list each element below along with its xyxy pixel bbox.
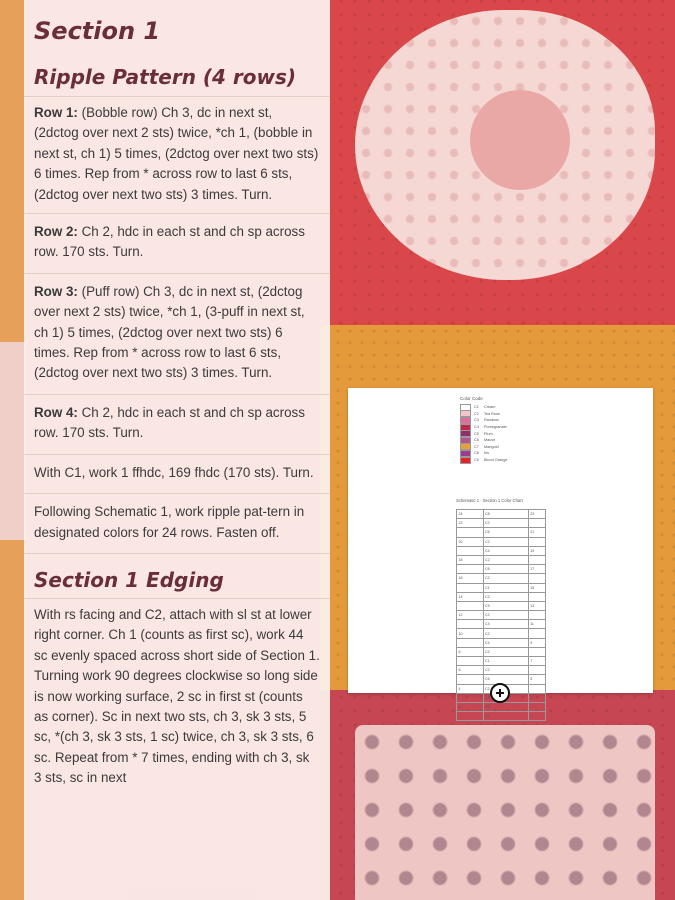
table-cell: C6 <box>483 565 528 574</box>
table-cell: 2 <box>457 702 484 711</box>
table-cell: C1 <box>483 583 528 592</box>
left-edge-photo <box>0 0 26 900</box>
table-row <box>457 519 546 528</box>
table-cell: C6 <box>483 528 528 537</box>
row-text: Ch 2, hdc in each st and ch sp across row. 170 sts. Turn. <box>34 224 305 260</box>
table-row <box>457 555 546 564</box>
section-title: Section 1 <box>34 17 161 45</box>
legend-code: C4 <box>474 425 479 430</box>
legend-code: C3 <box>474 418 479 423</box>
table-cell <box>457 638 484 647</box>
c1-instruction: With C1, work 1 ffhdc, 169 fhdc (170 sts). Turn. <box>24 454 330 493</box>
legend-swatch <box>460 457 471 464</box>
color-legend <box>460 404 507 463</box>
table-cell <box>457 675 484 684</box>
table-cell <box>528 611 545 620</box>
table-row <box>457 601 546 610</box>
zoom-in-icon[interactable] <box>490 683 510 703</box>
table-cell <box>457 601 484 610</box>
edging-title: Section 1 Edging <box>34 567 224 592</box>
table-cell: 9 <box>528 638 545 647</box>
table-cell: 24 <box>457 510 484 519</box>
table-cell <box>528 702 545 711</box>
table-cell: C4 <box>483 638 528 647</box>
table-cell: 11 <box>528 620 545 629</box>
schematic-table-title: Schematic 1 - Section 1 Color Chart <box>456 498 523 503</box>
table-row <box>457 583 546 592</box>
table-cell <box>457 657 484 666</box>
legend-code: C5 <box>474 431 479 436</box>
table-row <box>457 647 546 656</box>
table-cell: C2 <box>483 555 528 564</box>
legend-color-name: Tea Rose <box>484 411 501 416</box>
schematic-instruction: Following Schematic 1, work ripple pat-tern in designated colors for 24 rows. Fasten off. <box>24 493 330 553</box>
legend-color-name: Marigold <box>484 444 499 449</box>
legend-code: C8 <box>474 451 479 456</box>
table-cell: 6 <box>457 666 484 675</box>
legend-color-name: Plum <box>484 431 493 436</box>
table-cell: C2 <box>483 592 528 601</box>
table-cell: 13 <box>528 601 545 610</box>
table-cell: C2 <box>483 574 528 583</box>
table-row <box>457 528 546 537</box>
legend-color-name: Cream <box>484 405 496 410</box>
table-row <box>457 666 546 675</box>
legend-code: C7 <box>474 444 479 449</box>
table-cell: 20 <box>457 537 484 546</box>
table-row <box>457 592 546 601</box>
table-cell: C5 <box>483 601 528 610</box>
table-cell <box>457 693 484 702</box>
row-4-instructions <box>24 394 330 454</box>
row-1-instructions <box>24 96 330 213</box>
table-cell: C2 <box>483 666 528 675</box>
table-row <box>457 537 546 546</box>
table-cell <box>457 565 484 574</box>
table-cell: C2 <box>483 519 528 528</box>
row-text: (Puff row) Ch 3, dc in next st, (2dctog over next 2 sts) twice, *ch 1, (3-puff in next st, ch 1) 5 times, (2dctog over next two sts) 6 times. Rep from * across row to last 6 sts, (2dctog over next two sts) 3 times. Turn. <box>34 283 305 381</box>
table-cell: 4 <box>457 684 484 693</box>
legend-code: C2 <box>474 411 479 416</box>
color-code-title: Color Code <box>460 396 483 401</box>
table-cell <box>457 712 484 721</box>
color-chart-card[interactable] <box>348 388 653 719</box>
row-3-instructions <box>24 273 330 394</box>
table-row <box>457 702 546 711</box>
table-cell <box>528 666 545 675</box>
table-row <box>457 638 546 647</box>
table-row <box>457 629 546 638</box>
table-cell <box>528 537 545 546</box>
table-cell: C4 <box>483 546 528 555</box>
legend-color-name: Blood Orange <box>484 458 508 463</box>
table-cell <box>528 519 545 528</box>
table-cell: C2 <box>483 611 528 620</box>
table-cell: 18 <box>457 555 484 564</box>
table-cell: C6 <box>483 675 528 684</box>
table-cell: C2 <box>483 629 528 638</box>
table-cell: C1 <box>483 657 528 666</box>
subsection-title: Ripple Pattern (4 rows) <box>34 65 297 89</box>
table-cell <box>528 555 545 564</box>
table-cell <box>457 620 484 629</box>
table-row <box>457 565 546 574</box>
table-cell: 8 <box>457 647 484 656</box>
granny-square-red-core <box>470 90 570 190</box>
row-label: Row 2: <box>34 224 78 240</box>
table-cell: 5 <box>528 675 545 684</box>
table-cell: 22 <box>457 519 484 528</box>
table-cell: 1 <box>528 712 545 721</box>
table-cell <box>528 592 545 601</box>
row-label: Row 1: <box>34 105 78 120</box>
table-cell <box>457 583 484 592</box>
legend-code: C1 <box>474 405 479 410</box>
table-cell: C2 <box>483 684 528 693</box>
table-row <box>457 620 546 629</box>
table-cell: 19 <box>528 546 545 555</box>
table-cell <box>457 528 484 537</box>
table-cell: 21 <box>528 528 545 537</box>
row-text: Ch 2, hdc in each st and ch sp across row. 170 sts. Turn. <box>34 404 305 441</box>
table-cell: C2 <box>483 537 528 546</box>
legend-color-name: Rainbow <box>484 418 499 423</box>
table-cell: 23 <box>528 510 545 519</box>
table-cell: C8 <box>483 510 528 519</box>
row-label: Row 4: <box>34 404 78 420</box>
table-row <box>457 611 546 620</box>
legend-item <box>460 457 507 464</box>
pattern-text-panel <box>24 0 330 900</box>
table-cell <box>528 684 545 693</box>
table-cell: 14 <box>457 592 484 601</box>
table-cell: C2 <box>483 702 528 711</box>
table-cell: C8 <box>483 693 528 702</box>
legend-code: C6 <box>474 438 479 443</box>
table-row <box>457 510 546 519</box>
edging-instructions: With rs facing and C2, attach with sl st at lower right corner. Ch 1 (counts as first sc), work 44 sc evenly spaced across short side of Section 1. Turning work 90 degrees clockwise so long side is now working surface, 2 sc in first st (counts as corner). Sc in next two sts, ch 3, sk 3 sts, 5 sc, *(ch 3, sk 3 sts, 1 sc) twice, ch 3, sk 3 sts, 6 sc. Repeat from * 7 times, ending with ch 3, sk 3 sts, sc in next <box>24 598 330 797</box>
table-cell: 17 <box>528 565 545 574</box>
table-cell: 3 <box>528 693 545 702</box>
table-row <box>457 712 546 721</box>
table-cell: 7 <box>528 657 545 666</box>
table-row <box>457 574 546 583</box>
table-cell <box>528 629 545 638</box>
table-row <box>457 657 546 666</box>
table-cell <box>528 647 545 656</box>
legend-color-name: Pomegranate <box>484 425 507 430</box>
table-cell: C4 <box>483 620 528 629</box>
table-cell <box>528 574 545 583</box>
legend-color-name: Mauve <box>484 438 496 443</box>
row-text: (Bobble row) Ch 3, dc in next st, (2dctog over next 2 sts) twice, *ch 1, (bobble in next st, ch 1) 5 times, (2dctog over next two sts) 6 times. Rep from * across row to last 6 sts, (2dctog over next two sts) 3 times. Turn. <box>34 105 319 202</box>
table-cell: 12 <box>457 611 484 620</box>
legend-code: C9 <box>474 458 479 463</box>
table-row <box>457 546 546 555</box>
table-cell: 15 <box>528 583 545 592</box>
table-cell: C1 <box>483 712 528 721</box>
table-cell: C2 <box>483 647 528 656</box>
table-cell: 16 <box>457 574 484 583</box>
table-cell: 10 <box>457 629 484 638</box>
granny-square-pink-center <box>355 725 655 900</box>
legend-color-name: Iris <box>484 451 490 456</box>
row-label: Row 3: <box>34 283 78 299</box>
row-2-instructions <box>24 213 330 273</box>
table-cell <box>457 546 484 555</box>
